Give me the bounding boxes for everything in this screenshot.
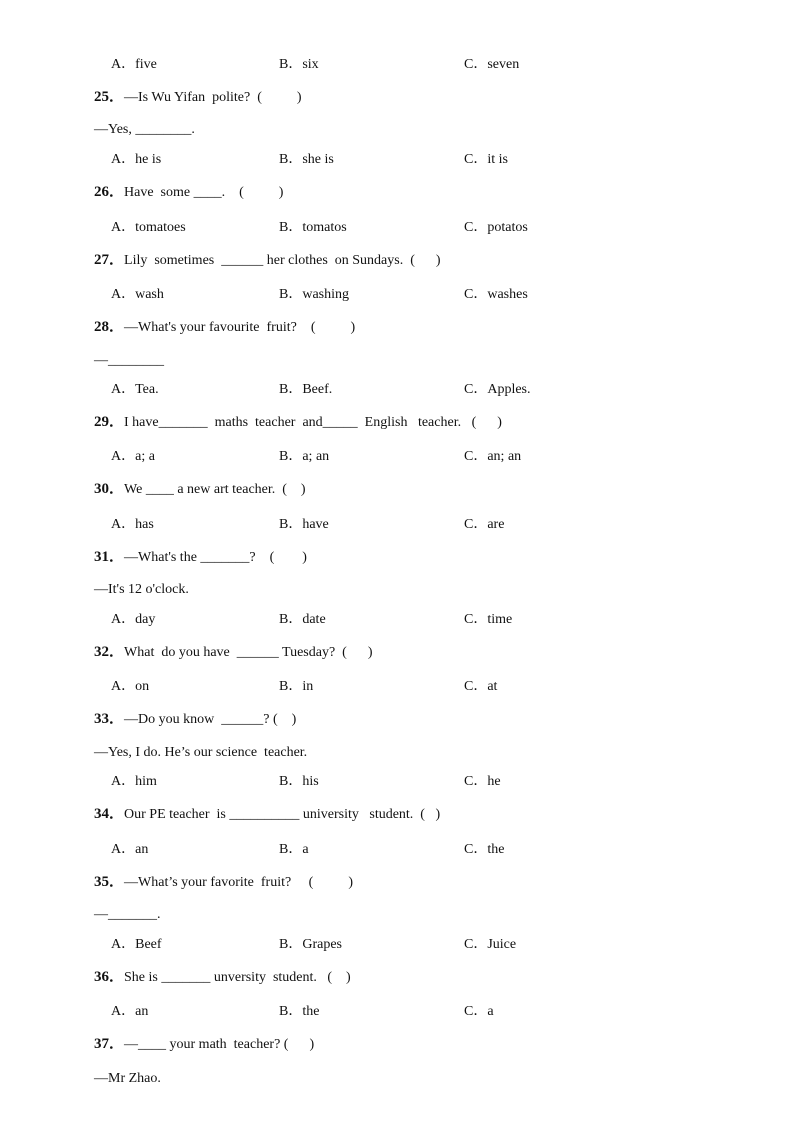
option-a: A．on [111,679,150,694]
question-33 [94,710,296,729]
question-number: 31． [94,549,125,565]
option-a: A．has [111,517,154,532]
question-number: 30． [94,481,125,497]
answer-line: —Mr Zhao. [94,1071,161,1086]
answer-line: —Yes, I do. He’s our science teacher. [94,745,308,760]
question-number: 29． [94,414,125,430]
question-29 [94,413,502,432]
option-c: C．it is [464,152,508,167]
answer-line: —It's 12 o'clock. [94,582,189,597]
question-text: Our PE teacher is __________ university student. ( ) [124,807,441,822]
question-text: What do you have ______ Tuesday? ( ) [124,645,373,660]
option-a: A．wash [111,287,164,302]
question-number: 25． [94,89,125,105]
question-number: 28． [94,319,125,335]
option-c: C．at [464,679,498,694]
option-a: A．he is [111,152,162,167]
question-36 [94,968,351,987]
option-c: C．an; an [464,449,522,464]
answer-line: —_______. [94,907,161,922]
option-c: C．washes [464,287,528,302]
option-c: C．he [464,774,501,789]
question-34 [94,805,440,824]
option-b: B．six [279,57,319,72]
option-a: A．an [111,842,149,857]
option-a: A．an [111,1004,149,1019]
option-a: A．five [111,57,157,72]
option-b: B．his [279,774,319,789]
question-number: 37． [94,1036,125,1052]
option-b: B．have [279,517,329,532]
question-number: 26． [94,184,125,200]
question-text: —____ your math teacher? ( ) [124,1037,315,1052]
question-text: —Is Wu Yifan polite? ( ) [124,90,302,105]
option-b: B．Grapes [279,937,342,952]
question-number: 32． [94,644,125,660]
option-a: A．him [111,774,157,789]
option-b: B．washing [279,287,349,302]
question-text: We ____ a new art teacher. ( ) [124,482,306,497]
option-b: B．in [279,679,314,694]
question-text: Lily sometimes ______ her clothes on Sundays. ( ) [124,253,441,268]
question-number: 34． [94,806,125,822]
question-37 [94,1035,314,1054]
question-text: She is _______ unversity student. ( ) [124,970,351,985]
option-b: B．tomatos [279,220,347,235]
option-c: C．time [464,612,513,627]
question-number: 33． [94,711,125,727]
option-c: C．Apples. [464,382,531,397]
option-c: C．Juice [464,937,517,952]
question-30 [94,480,306,499]
question-text: —What’s your favorite fruit? ( ) [124,875,354,890]
option-c: C．seven [464,57,520,72]
option-a: A．tomatoes [111,220,186,235]
option-b: B．Beef. [279,382,333,397]
option-a: A．a; a [111,449,155,464]
question-number: 35． [94,874,125,890]
question-text: I have_______ maths teacher and_____ English teacher. ( ) [124,415,502,430]
option-b: B．date [279,612,326,627]
option-c: C．are [464,517,505,532]
question-28 [94,318,355,337]
option-b: B．she is [279,152,334,167]
option-c: C．the [464,842,505,857]
option-c: C．a [464,1004,494,1019]
question-text: —What's the _______? ( ) [124,550,307,565]
question-25 [94,88,302,107]
answer-line: —________ [94,353,164,368]
option-a: A．day [111,612,156,627]
question-text: —What's your favourite fruit? ( ) [124,320,356,335]
option-a: A．Tea. [111,382,159,397]
question-text: —Do you know ______? ( ) [124,712,297,727]
question-27 [94,251,441,270]
option-b: B．a [279,842,309,857]
question-32 [94,643,372,662]
question-26 [94,183,283,202]
question-text: Have some ____. ( ) [124,185,284,200]
question-number: 36． [94,969,125,985]
option-b: B．the [279,1004,320,1019]
question-35 [94,873,353,892]
option-c: C．potatos [464,220,528,235]
option-b: B．a; an [279,449,330,464]
question-31 [94,548,307,567]
option-a: A．Beef [111,937,162,952]
answer-line: —Yes, ________. [94,122,195,137]
question-number: 27． [94,252,125,268]
